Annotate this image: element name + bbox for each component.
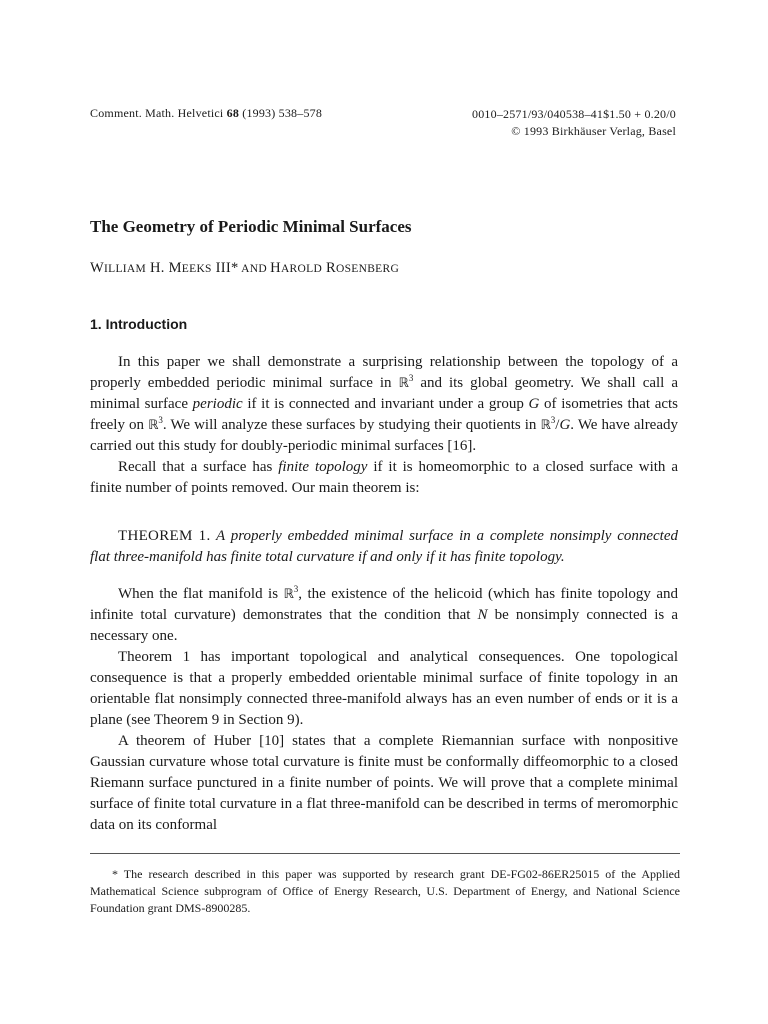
footnote-divider — [90, 853, 680, 854]
intro-paragraph-1 — [90, 352, 678, 457]
author-initial: R — [322, 260, 336, 276]
journal-volume: 68 — [226, 106, 240, 120]
text-run: if it is homeomorphic to a closed surface with a finite number of points removed. Our main theorem is: — [90, 459, 678, 496]
text-run: . We will analyze these surfaces by studying their quotients in — [162, 417, 541, 433]
footnote — [90, 866, 680, 917]
text-run: Recall that a surface has — [118, 459, 279, 475]
section-heading: 1. Introduction — [90, 316, 188, 332]
author-smallcaps: OSENBERG — [335, 263, 400, 275]
paper-title: The Geometry of Periodic Minimal Surfaces — [90, 217, 412, 236]
author-and: AND — [238, 263, 271, 275]
body-paragraph-3: A theorem of Huber [10] states that a complete Riemannian surface with nonpositive Gaussian curvature whose total curvature is finite must be conformally diffeomorphic to a closed Riemann surface punctured in a finite number of points. We will prove that a complete minimal surface of finite total curvature in a flat three-manifold can be described in terms of meromorphic data on its conformal — [90, 733, 678, 833]
text-run: When the flat manifold is — [118, 586, 284, 602]
text-run: . We have already carried out this study for doubly-periodic minimal surfaces [16]. — [90, 417, 678, 454]
footnote-text: * The research described in this paper was supported by research grant DE-FG02-86ER25015 of the Applied Mathematical Science subprogram of Office of Energy Research, U.S. Department of Energy, and National Science Foundation grant DMS-8900285. — [90, 867, 680, 915]
text-run: be nonsimply connected is a necessary one. — [90, 607, 678, 644]
journal-year-pages: (1993) 538–578 — [239, 106, 323, 120]
intro-paragraph-2 — [90, 457, 678, 499]
math-superscript: 3 — [408, 373, 414, 383]
text-run: and its global geometry. We shall call a minimal surface — [90, 375, 678, 412]
emphasis: finite topology — [278, 459, 368, 475]
math-superscript: 3 — [158, 415, 163, 425]
journal-citation — [90, 106, 322, 121]
author-middle: H. M — [146, 260, 182, 276]
text-run: if it is connected and invariant under a group — [242, 396, 529, 412]
publication-info — [472, 106, 676, 140]
emphasis: periodic — [192, 396, 243, 412]
journal-name: Comment. Math. Helvetici — [90, 106, 227, 120]
copyright-line: © 1993 Birkhäuser Verlag, Basel — [511, 124, 676, 138]
author-line — [90, 260, 399, 277]
text-run: / — [555, 417, 560, 433]
theorem-statement — [90, 526, 678, 568]
author-smallcaps: AROLD — [280, 263, 323, 275]
author-smallcaps: ILLIAM — [104, 263, 147, 275]
author-initial: H — [270, 260, 281, 276]
math-symbol: ℝ — [148, 418, 159, 433]
text-run: In this paper we shall demonstrate a surprising relationship between the topology of a properly embedded periodic minimal surface in — [90, 354, 678, 391]
math-superscript: 3 — [550, 415, 556, 425]
math-symbol: ℝ — [540, 418, 551, 433]
issn-code: 0010–2571/93/040538–41$1.50 + 0.20/0 — [472, 107, 676, 121]
math-symbol: ℝ — [398, 376, 409, 391]
text-run: , the existence of the helicoid (which has finite topology and infinite total curvature) demonstrates that the condition that — [90, 586, 679, 623]
post-theorem-text — [90, 584, 678, 836]
math-symbol: G — [528, 396, 540, 412]
author-suffix: III* — [211, 260, 239, 276]
math-symbol: N — [477, 607, 488, 623]
math-symbol: G — [559, 417, 571, 433]
body-paragraph-2: Theorem 1 has important topological and analytical consequences. One topological consequence is that a properly embedded orientable minimal surface of finite topology in an orientable flat nonsimply connected three-manifold always has an even number of ends or it is a plane (see Theorem 9 in Section 9). — [90, 649, 678, 728]
math-symbol: ℝ — [283, 587, 294, 602]
text-run: of isometries that acts freely on — [90, 396, 679, 433]
author-smallcaps: EEKS — [181, 263, 212, 275]
body-paragraph-1 — [90, 584, 678, 647]
author-initial: W — [90, 260, 104, 276]
theorem-text: A properly embedded minimal surface in a complete nonsimply connected flat three-manifold has finite total curvature if and only if it has finite topology. — [90, 528, 678, 565]
math-superscript: 3 — [293, 584, 299, 594]
theorem-label: THEOREM 1. — [118, 528, 211, 544]
intro-text — [90, 352, 678, 499]
